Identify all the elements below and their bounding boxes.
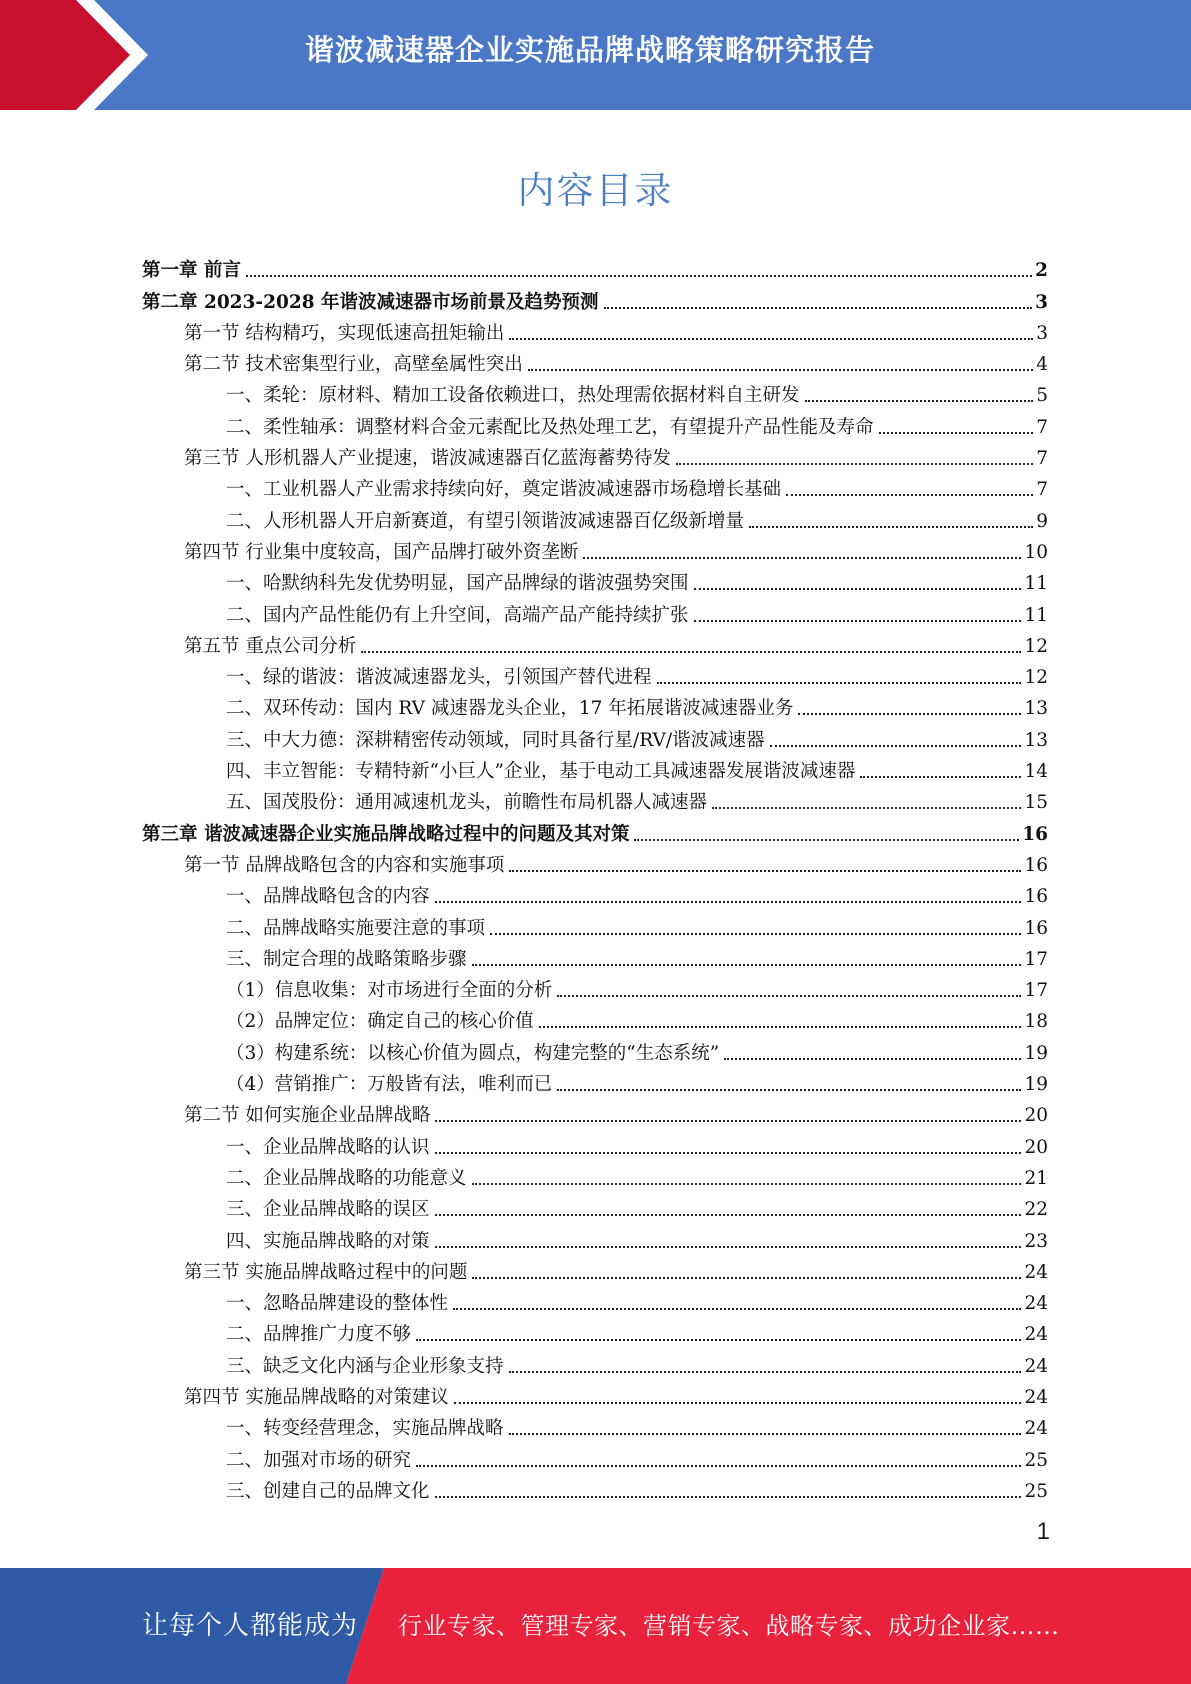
toc-entry-page: 24 <box>1024 1293 1048 1315</box>
toc-entry-label: 二、双环传动：国内 RV 减速器龙头企业，17 年拓展谐波减速器业务 <box>226 698 794 720</box>
toc-entry[interactable] <box>142 1192 1048 1223</box>
toc-dot-leader <box>860 776 1021 778</box>
toc-entry[interactable] <box>142 503 1048 534</box>
toc-dot-leader <box>528 369 1033 371</box>
toc-entry[interactable] <box>142 284 1048 315</box>
toc-entry-page: 16 <box>1022 823 1048 845</box>
toc-dot-leader <box>509 870 1021 872</box>
toc-dot-leader <box>805 400 1034 402</box>
toc-entry-page: 22 <box>1024 1199 1048 1221</box>
toc-entry[interactable] <box>142 409 1048 440</box>
toc-entry-label: 二、企业品牌战略的功能意义 <box>226 1167 467 1189</box>
toc-entry-label: 第四节 实施品牌战略的对策建议 <box>184 1386 449 1408</box>
toc-entry-page: 24 <box>1024 1324 1048 1346</box>
toc-entry-page: 20 <box>1024 1105 1048 1127</box>
toc-entry[interactable] <box>142 973 1048 1004</box>
toc-entry-page: 7 <box>1036 479 1048 501</box>
toc-entry-label: 第三节 实施品牌战略过程中的问题 <box>184 1261 468 1283</box>
toc-entry-page: 16 <box>1024 917 1048 939</box>
toc-dot-leader <box>246 275 1032 277</box>
toc-entry-page: 14 <box>1024 761 1048 783</box>
toc-entry[interactable] <box>142 1255 1048 1286</box>
toc-entry[interactable] <box>142 1380 1048 1411</box>
toc-entry[interactable] <box>142 472 1048 503</box>
toc-dot-leader <box>657 682 1022 684</box>
toc-entry[interactable] <box>142 1129 1048 1160</box>
toc-dot-leader <box>712 807 1021 809</box>
toc-entry-page: 20 <box>1024 1136 1048 1158</box>
toc-entry-page: 3 <box>1036 322 1048 344</box>
toc-entry[interactable] <box>142 1474 1048 1505</box>
toc-entry-page: 10 <box>1024 541 1048 563</box>
toc-dot-leader <box>557 1089 1021 1091</box>
toc-entry[interactable] <box>142 785 1048 816</box>
toc-entry-page: 3 <box>1035 291 1048 313</box>
toc-dot-leader <box>472 1183 1022 1185</box>
toc-entry-page: 17 <box>1024 980 1048 1002</box>
toc-dot-leader <box>472 964 1022 966</box>
toc-entry-page: 17 <box>1024 948 1048 970</box>
toc-entry[interactable] <box>142 1098 1048 1129</box>
toc-entry-page: 13 <box>1024 729 1048 751</box>
toc-entry[interactable] <box>142 1411 1048 1442</box>
toc-dot-leader <box>509 1433 1022 1435</box>
toc-dot-leader <box>724 1058 1021 1060</box>
toc-dot-leader <box>509 338 1033 340</box>
toc-entry-page: 21 <box>1024 1167 1048 1189</box>
toc-dot-leader <box>435 1214 1022 1216</box>
toc-entry[interactable] <box>142 1035 1048 1066</box>
toc-entry-label: 三、创建自己的品牌文化 <box>226 1480 430 1502</box>
toc-entry-page: 12 <box>1024 667 1048 689</box>
toc-entry[interactable] <box>142 1223 1048 1254</box>
footer-slogan-right: 行业专家、管理专家、营销专家、战略专家、成功企业家…… <box>398 1612 1060 1640</box>
toc-dot-leader <box>583 557 1021 559</box>
toc-entry-label: 第一章 前言 <box>142 260 241 282</box>
toc-entry[interactable] <box>142 691 1048 722</box>
toc-entry-page: 7 <box>1036 416 1048 438</box>
toc-dot-leader <box>472 1277 1021 1279</box>
toc-dot-leader <box>435 1120 1021 1122</box>
toc-entry[interactable] <box>142 253 1048 284</box>
toc-entry-label: 二、人形机器人开启新赛道，有望引领谐波减速器百亿级新增量 <box>226 510 745 532</box>
report-title: 谐波减速器企业实施品牌战略策略研究报告 <box>304 33 875 67</box>
toc-entry-page: 23 <box>1024 1230 1048 1252</box>
toc-entry-label: 二、加强对市场的研究 <box>226 1449 412 1471</box>
toc-dot-leader <box>361 651 1021 653</box>
toc-entry-label: 五、国茂股份：通用减速机龙头，前瞻性布局机器人减速器 <box>226 792 708 814</box>
toc-entry-page: 16 <box>1024 886 1048 908</box>
toc-entry[interactable] <box>142 347 1048 378</box>
toc-entry[interactable] <box>142 1067 1048 1098</box>
toc-entry[interactable] <box>142 597 1048 628</box>
toc-dot-leader <box>879 432 1034 434</box>
toc-entry-label: 二、品牌战略实施要注意的事项 <box>226 917 486 939</box>
toc-dot-leader <box>416 1339 1021 1341</box>
toc-dot-leader <box>798 713 1021 715</box>
toc-dot-leader <box>676 463 1033 465</box>
toc-entry-page: 5 <box>1036 385 1048 407</box>
toc-entry[interactable] <box>142 1317 1048 1348</box>
toc-entry-label: 第一节 结构精巧，实现低速高扭矩输出 <box>184 322 505 344</box>
toc-entry[interactable] <box>142 1348 1048 1379</box>
toc-dot-leader <box>454 1402 1022 1404</box>
toc-dot-leader <box>435 901 1022 903</box>
toc-entry-label: 第一节 品牌战略包含的内容和实施事项 <box>184 854 505 876</box>
toc-entry-label: 三、中大力德：深耕精密传动领域，同时具备行星/RV/谐波减速器 <box>226 729 765 751</box>
toc-entry-page: 11 <box>1024 604 1048 626</box>
toc-entry[interactable] <box>142 1286 1048 1317</box>
toc-dot-leader <box>435 1152 1022 1154</box>
toc-entry-label: 一、忽略品牌建设的整体性 <box>226 1293 449 1315</box>
toc-entry-page: 9 <box>1036 510 1048 532</box>
toc-entry-page: 11 <box>1024 573 1048 595</box>
toc-entry-label: 一、哈默纳科先发优势明显，国产品牌绿的谐波强势突围 <box>226 573 689 595</box>
toc-dot-leader <box>435 1496 1022 1498</box>
toc-entry[interactable] <box>142 566 1048 597</box>
toc-entry-page: 7 <box>1036 448 1048 470</box>
toc-dot-leader <box>557 995 1021 997</box>
toc-entry-label: （4）营销推广：万般皆有法，唯利而已 <box>226 1074 553 1096</box>
toc-entry-label: 第三节 人形机器人产业提速，谐波减速器百亿蓝海蓄势待发 <box>184 448 671 470</box>
toc-entry-page: 24 <box>1024 1418 1048 1440</box>
toc-entry-page: 12 <box>1024 635 1048 657</box>
toc-entry-label: 四、实施品牌战略的对策 <box>226 1230 430 1252</box>
toc-entry-label: 第五节 重点公司分析 <box>184 635 357 657</box>
toc-entry-label: 三、缺乏文化内涵与企业形象支持 <box>226 1355 504 1377</box>
toc-entry[interactable] <box>142 942 1048 973</box>
header-arrow-shape <box>0 0 200 110</box>
toc-entry-label: 一、转变经营理念，实施品牌战略 <box>226 1418 504 1440</box>
toc-entry-label: 一、品牌战略包含的内容 <box>226 886 430 908</box>
toc-entry[interactable] <box>142 722 1048 753</box>
toc-entry-label: 第二章 2023-2028 年谐波减速器市场前景及趋势预测 <box>142 291 599 313</box>
toc-entry[interactable] <box>142 754 1048 785</box>
footer-banner <box>0 1568 1191 1684</box>
toc-dot-leader <box>416 1465 1021 1467</box>
toc-entry-label: 三、企业品牌战略的误区 <box>226 1199 430 1221</box>
toc-entry-label: 一、工业机器人产业需求持续向好，奠定谐波减速器市场稳增长基础 <box>226 479 782 501</box>
toc-entry[interactable] <box>142 535 1048 566</box>
toc-entry-page: 25 <box>1024 1480 1048 1502</box>
toc-entry[interactable] <box>142 848 1048 879</box>
toc-dot-leader <box>604 307 1033 309</box>
toc-entry-page: 16 <box>1024 854 1048 876</box>
toc-dot-leader <box>634 839 1019 841</box>
toc-entry-page: 24 <box>1024 1386 1048 1408</box>
toc-entry-label: 第二节 技术密集型行业，高壁垒属性突出 <box>184 354 523 376</box>
toc-entry[interactable] <box>142 879 1048 910</box>
toc-entry[interactable] <box>142 441 1048 472</box>
toc-entry[interactable] <box>142 1161 1048 1192</box>
toc-entry-page: 18 <box>1024 1011 1048 1033</box>
toc-dot-leader <box>694 588 1022 590</box>
toc-entry-page: 25 <box>1024 1449 1048 1471</box>
toc-entry-page: 2 <box>1035 260 1048 282</box>
toc-entry-label: 第四节 行业集中度较高，国产品牌打破外资垄断 <box>184 541 579 563</box>
toc-entry-label: （2）品牌定位：确定自己的核心价值 <box>226 1011 534 1033</box>
toc-title: 内容目录 <box>517 169 674 212</box>
toc-entry-page: 19 <box>1024 1042 1048 1064</box>
toc-entry-page: 13 <box>1024 698 1048 720</box>
toc-entry-label: 二、品牌推广力度不够 <box>226 1324 412 1346</box>
toc-dot-leader <box>453 1308 1021 1310</box>
toc-entry[interactable] <box>142 660 1048 691</box>
header-banner <box>0 0 1191 110</box>
toc-entry-label: 二、柔性轴承：调整材料合金元素配比及热处理工艺，有望提升产品性能及寿命 <box>226 416 874 438</box>
toc-entry-label: 一、绿的谐波：谐波减速器龙头，引领国产替代进程 <box>226 667 652 689</box>
toc-entry[interactable] <box>142 816 1048 847</box>
toc-dot-leader <box>694 620 1022 622</box>
toc-entry-label: （3）构建系统：以核心价值为圆点，构建完整的“生态系统” <box>226 1042 720 1064</box>
toc-entry-label: 一、企业品牌战略的认识 <box>226 1136 430 1158</box>
toc-entry-label: 第二节 如何实施企业品牌战略 <box>184 1105 431 1127</box>
toc-entry[interactable] <box>142 910 1048 941</box>
toc-entry-page: 24 <box>1024 1261 1048 1283</box>
toc-entry-label: （1）信息收集：对市场进行全面的分析 <box>226 980 553 1002</box>
toc-entry-label: 二、国内产品性能仍有上升空间，高端产品产能持续扩张 <box>226 604 689 626</box>
toc-entry[interactable] <box>142 316 1048 347</box>
toc-entry-label: 一、柔轮：原材料、精加工设备依赖进口，热处理需依据材料自主研发 <box>226 385 800 407</box>
toc-dot-leader <box>749 526 1033 528</box>
toc-entry[interactable] <box>142 1442 1048 1473</box>
toc-entry-page: 24 <box>1024 1355 1048 1377</box>
toc-entry-label: 四、丰立智能：专精特新“小巨人”企业，基于电动工具减速器发展谐波减速器 <box>226 761 856 783</box>
toc-dot-leader <box>786 494 1033 496</box>
toc-entry-page: 4 <box>1036 354 1048 376</box>
toc-entry-label: 第三章 谐波减速器企业实施品牌战略过程中的问题及其对策 <box>142 823 630 845</box>
table-of-contents <box>142 253 1048 1505</box>
toc-dot-leader <box>539 1026 1022 1028</box>
toc-dot-leader <box>490 933 1021 935</box>
toc-entry[interactable] <box>142 378 1048 409</box>
toc-entry-page: 15 <box>1024 792 1048 814</box>
toc-dot-leader <box>770 745 1022 747</box>
page-number: 1 <box>1036 1518 1050 1545</box>
toc-dot-leader <box>435 1246 1022 1248</box>
footer-slogan-left: 让每个人都能成为 <box>142 1611 359 1641</box>
toc-entry-label: 三、制定合理的战略策略步骤 <box>226 948 467 970</box>
toc-entry-page: 19 <box>1024 1074 1048 1096</box>
toc-dot-leader <box>509 1371 1022 1373</box>
toc-entry[interactable] <box>142 629 1048 660</box>
toc-entry[interactable] <box>142 1004 1048 1035</box>
